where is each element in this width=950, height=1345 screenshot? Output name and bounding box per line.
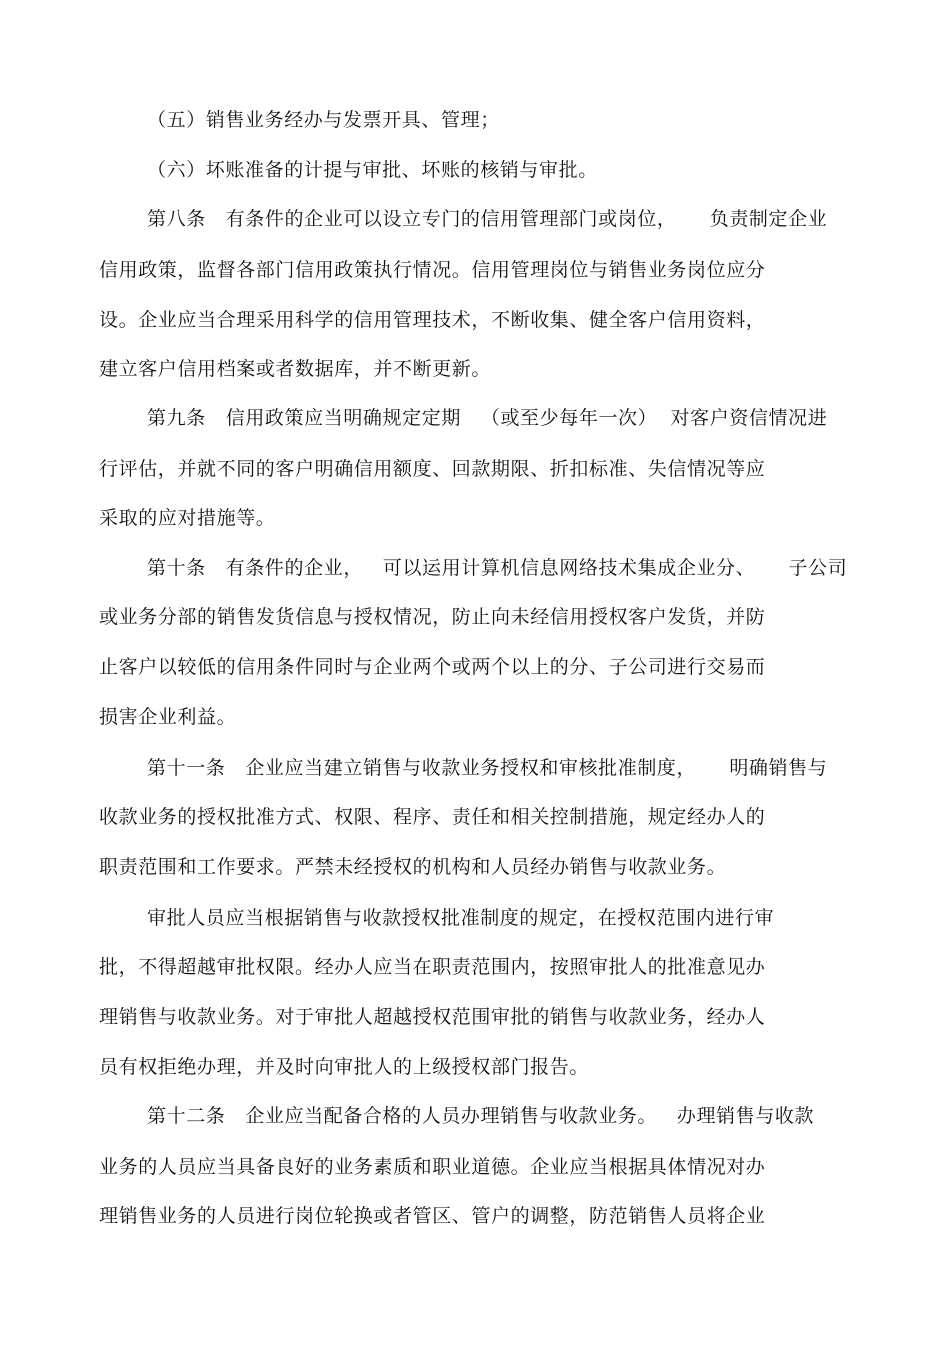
paragraph-line: 第九条 信用政策应当明确规定定期 （或至少每年一次） 对客户资信情况进 — [147, 407, 828, 429]
paragraph-line: 止客户以较低的信用条件同时与企业两个或两个以上的分、子公司进行交易而 — [99, 656, 766, 678]
paragraph-line: 员有权拒绝办理，并及时向审批人的上级授权部门报告。 — [99, 1056, 590, 1078]
paragraph-line: （五）销售业务经办与发票开具、管理； — [147, 109, 500, 131]
paragraph-line: 收款业务的授权批准方式、权限、程序、责任和相关控制措施，规定经办人的 — [99, 806, 766, 828]
paragraph-line: 理销售业务的人员进行岗位轮换或者管区、管户的调整，防范销售人员将企业 — [99, 1205, 766, 1227]
paragraph-line: 第十条 有条件的企业， 可以运用计算机信息网络技术集成企业分、 子公司 — [147, 557, 848, 579]
paragraph-line: 第十二条 企业应当配备合格的人员办理销售与收款业务。 办理销售与收款 — [147, 1105, 815, 1127]
paragraph-line: 或业务分部的销售发货信息与授权情况，防止向未经信用授权客户发货，并防 — [99, 606, 766, 628]
paragraph-line: （六）坏账准备的计提与审批、坏账的核销与审批。 — [147, 159, 598, 181]
paragraph-line: 建立客户信用档案或者数据库，并不断更新。 — [99, 358, 492, 380]
paragraph-line: 设。企业应当合理采用科学的信用管理技术，不断收集、健全客户信用资料， — [99, 309, 766, 331]
paragraph-line: 行评估，并就不同的客户明确信用额度、回款期限、折扣标准、失信情况等应 — [99, 458, 766, 480]
paragraph-line: 信用政策，监督各部门信用政策执行情况。信用管理岗位与销售业务岗位应分 — [99, 259, 766, 281]
paragraph-line: 业务的人员应当具备良好的业务素质和职业道德。企业应当根据具体情况对办 — [99, 1156, 766, 1178]
paragraph-line: 理销售与收款业务。对于审批人超越授权范围审批的销售与收款业务，经办人 — [99, 1006, 766, 1028]
paragraph-line: 职责范围和工作要求。严禁未经授权的机构和人员经办销售与收款业务。 — [99, 856, 727, 878]
paragraph-line: 第八条 有条件的企业可以设立专门的信用管理部门或岗位， 负责制定企业 — [147, 208, 828, 230]
paragraph-line: 第十一条 企业应当建立销售与收款业务授权和审核批准制度， 明确销售与 — [147, 757, 828, 779]
paragraph-line: 损害企业利益。 — [99, 706, 237, 728]
paragraph-line: 审批人员应当根据销售与收款授权批准制度的规定，在授权范围内进行审 — [147, 907, 775, 929]
paragraph-line: 批，不得超越审批权限。经办人应当在职责范围内，按照审批人的批准意见办 — [99, 956, 766, 978]
paragraph-line: 采取的应对措施等。 — [99, 507, 276, 529]
